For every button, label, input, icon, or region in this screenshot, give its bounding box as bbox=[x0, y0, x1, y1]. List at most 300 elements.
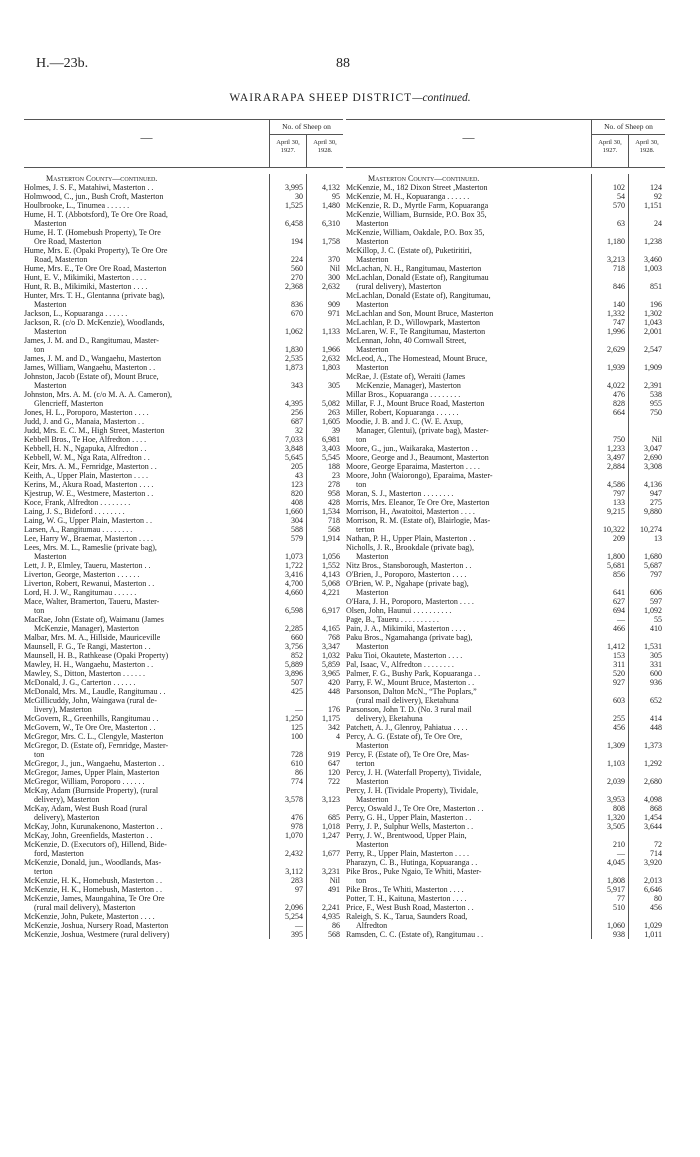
entry-name-line: McDonald, Mrs. M., Laudle, Rangitumau . . bbox=[24, 687, 166, 696]
sheep-1928-cell: 275 bbox=[650, 498, 662, 507]
sheep-1927-cell: 1,939 bbox=[607, 363, 625, 372]
sheep-1927-cell: 43 bbox=[295, 471, 303, 480]
sheep-1927-cell: 856 bbox=[613, 570, 625, 579]
sheep-1928-cell: 370 bbox=[328, 255, 340, 264]
entry-name-line: Koce, Frank, Alfredton . . . . . . . . bbox=[24, 498, 131, 507]
entry-name-line: McGregor, William, Poroporo . . . . . . bbox=[24, 777, 145, 786]
sheep-1927-cell: 97 bbox=[295, 885, 303, 894]
sheep-1927-cell: 670 bbox=[291, 309, 303, 318]
entry-name-line: Millar, F. J., Mount Bruce Road, Masterton bbox=[346, 399, 485, 408]
entry-name-line: Lees, Mrs. M. L., Rameslie (private bag), bbox=[24, 543, 157, 552]
entry-name-line: McLeod, A., The Homestead, Mount Bruce, bbox=[346, 354, 488, 363]
sheep-1928-cell: 868 bbox=[650, 804, 662, 813]
sheep-1928-cell: 305 bbox=[328, 381, 340, 390]
spacer bbox=[592, 543, 628, 552]
spacer bbox=[307, 372, 343, 381]
entry-name-line: ton bbox=[356, 876, 367, 885]
table-header bbox=[24, 120, 343, 168]
sheep-1927-cell: 560 bbox=[291, 264, 303, 273]
sheep-1927-cell: 476 bbox=[613, 390, 625, 399]
table-body bbox=[346, 168, 665, 939]
sheep-1928-cell: 278 bbox=[328, 480, 340, 489]
sheep-1927-cell: 6,458 bbox=[285, 219, 303, 228]
sheep-1927-cell: 4,586 bbox=[607, 480, 625, 489]
spacer bbox=[592, 867, 628, 876]
spacer bbox=[270, 174, 306, 183]
entry-name-line: Lett, J. P., Elmley, Taueru, Masterton . . bbox=[24, 561, 151, 570]
sheep-1928-cell: 909 bbox=[328, 300, 340, 309]
entry-name-line: Miller, Robert, Kopuaranga . . . . . . bbox=[346, 408, 459, 417]
entry-name-line: McLaren, W. F., Te Rangitumau, Masterton bbox=[346, 327, 486, 336]
sheep-1928-cell: 1,092 bbox=[644, 606, 662, 615]
entry-name-line: Masterton bbox=[34, 219, 67, 228]
sheep-1927-cell: 808 bbox=[613, 804, 625, 813]
sheep-1927-cell: 852 bbox=[291, 651, 303, 660]
sheep-1928-cell: 1,018 bbox=[322, 822, 340, 831]
spacer bbox=[307, 741, 343, 750]
sheep-1928-cell: 13 bbox=[654, 534, 662, 543]
entry-name-line: Masterton bbox=[34, 300, 67, 309]
sheep-1928-cell: 428 bbox=[328, 498, 340, 507]
entry-name-line: McGovern, W., Te Ore Ore, Masterton . . bbox=[24, 723, 156, 732]
sheep-1928-cell: 936 bbox=[650, 678, 662, 687]
spacer bbox=[629, 516, 665, 525]
sheep-1927-cell: 125 bbox=[291, 723, 303, 732]
sheep-1927-cell: 2,285 bbox=[285, 624, 303, 633]
spacer bbox=[629, 417, 665, 426]
entry-name-line: Hunter, Mrs. T. H., Glentanna (private bag), bbox=[24, 291, 165, 300]
entry-name-line: Masterton bbox=[356, 741, 389, 750]
spacer bbox=[592, 786, 628, 795]
entry-name-line: Maunsell, H. B., Rathkease (Opaki Property) bbox=[24, 651, 169, 660]
sheep-1927-cell: 270 bbox=[291, 273, 303, 282]
entry-name-line: Parsonson, Dalton McN., “The Poplars,” bbox=[346, 687, 477, 696]
sheep-1927-cell: 1,062 bbox=[285, 327, 303, 336]
sheep-1928-cell: 5,687 bbox=[644, 561, 662, 570]
entry-name-line: Pal, Isaac, V., Alfredton . . . . . . . . bbox=[346, 660, 454, 669]
spacer bbox=[307, 390, 343, 399]
entry-name-line: delivery), Masterton bbox=[34, 795, 100, 804]
entry-name-line: McLachan, N. H., Rangitumau, Masterton bbox=[346, 264, 482, 273]
entry-name-line: McGregor, Mrs. C. L., Clengyle, Masterton bbox=[24, 732, 164, 741]
sheep-1928-cell: 718 bbox=[328, 516, 340, 525]
entry-name-line: Nicholls, J. R., Brookdale (private bag), bbox=[346, 543, 474, 552]
sheep-1928-cell: 24 bbox=[654, 219, 662, 228]
sheep-1928-cell: 6,310 bbox=[322, 219, 340, 228]
sheep-1928-cell: 3,920 bbox=[644, 858, 662, 867]
entry-name-line: delivery), Eketahuna bbox=[356, 714, 423, 723]
sheep-1928-cell: 4,098 bbox=[644, 795, 662, 804]
entry-name-line: Mace, Walter, Bramerton, Taueru, Master- bbox=[24, 597, 160, 606]
sheep-1927-cell: — bbox=[617, 849, 625, 858]
entry-name-line: Houlbrooke, L., Tinumea . . . . . . bbox=[24, 201, 130, 210]
entry-name-line: terton bbox=[356, 525, 375, 534]
sheep-1927-cell: 133 bbox=[613, 498, 625, 507]
sheep-1928-cell: 1,056 bbox=[322, 552, 340, 561]
sheep-1928-cell: 1,247 bbox=[322, 831, 340, 840]
sheep-1927-cell: 938 bbox=[613, 930, 625, 939]
entry-name-line: ton bbox=[356, 435, 367, 444]
entry-name-line: McGillicuddy, John, Waingawa (rural de- bbox=[24, 696, 157, 705]
entry-name-line: Moore, G., jun., Waikaraka, Masterton . . bbox=[346, 444, 478, 453]
sheep-1927-cell: 664 bbox=[613, 408, 625, 417]
sheep-1928-cell: 2,241 bbox=[322, 903, 340, 912]
entry-name-line: Holmwood, C., jun., Bush Croft, Masterton bbox=[24, 192, 164, 201]
entry-name-line: Liverton, George, Masterton . . . . . . bbox=[24, 570, 140, 579]
sheep-1927-cell: 1,830 bbox=[285, 345, 303, 354]
sheep-1927-cell: 4,700 bbox=[285, 579, 303, 588]
entry-name-line: Perry, G. H., Upper Plain, Masterton . . bbox=[346, 813, 472, 822]
sheep-1928-cell: 685 bbox=[328, 813, 340, 822]
sheep-1927-cell: 2,039 bbox=[607, 777, 625, 786]
entry-name-line: Nathan, P. H., Upper Plain, Masterton . . bbox=[346, 534, 476, 543]
entry-name-line: Masterton bbox=[356, 255, 389, 264]
spacer bbox=[629, 705, 665, 714]
sheep-1928-cell: 1,552 bbox=[322, 561, 340, 570]
header-col-1928: April 30, 1928. bbox=[306, 135, 343, 167]
entry-name-line: Masterton bbox=[34, 381, 67, 390]
entry-name-line: Ramsden, C. C. (Estate of), Rangitumau . . bbox=[346, 930, 484, 939]
entry-name-line: livery), Masterton bbox=[34, 705, 92, 714]
sheep-1928-cell: 2,013 bbox=[644, 876, 662, 885]
sheep-1927-cell: 304 bbox=[291, 516, 303, 525]
spacer bbox=[629, 732, 665, 741]
entry-name-line: Masterton bbox=[356, 345, 389, 354]
table-header bbox=[346, 120, 665, 168]
sheep-1927-cell: 343 bbox=[291, 381, 303, 390]
sheep-1928-cell: 1,966 bbox=[322, 345, 340, 354]
sheep-1928-cell: 2,632 bbox=[322, 282, 340, 291]
entry-name-line: Morris, Mrs. Eleanor, Te Ore Ore, Masterton bbox=[346, 498, 490, 507]
sheep-1927-cell: 2,535 bbox=[285, 354, 303, 363]
sheep-1928-cell: 72 bbox=[654, 840, 662, 849]
sheep-1928-cell: 448 bbox=[328, 687, 340, 696]
entry-name-line: ton bbox=[356, 480, 367, 489]
spacer bbox=[592, 246, 628, 255]
sheep-1927-cell: 828 bbox=[613, 399, 625, 408]
sheep-1927-cell: 2,432 bbox=[285, 849, 303, 858]
sheep-1927-cell: 2,096 bbox=[285, 903, 303, 912]
sheep-1928-cell: 955 bbox=[650, 399, 662, 408]
spacer bbox=[629, 687, 665, 696]
sheep-1928-cell: 2,547 bbox=[644, 345, 662, 354]
sheep-1928-cell: 9,880 bbox=[644, 507, 662, 516]
entry-name-line: Ore Road, Masterton bbox=[34, 237, 102, 246]
sheep-1927-cell: 1,660 bbox=[285, 507, 303, 516]
sheep-1928-cell: 3,644 bbox=[644, 822, 662, 831]
sheep-1928-cell: 538 bbox=[650, 390, 662, 399]
sheep-1927-cell: 255 bbox=[613, 714, 625, 723]
entry-name-line: Holmes, J. S. F., Matahiwi, Masterton . . bbox=[24, 183, 154, 192]
sheep-1928-cell: 1,758 bbox=[322, 237, 340, 246]
entry-name-line: Manager, Glentui), (private bag), Master- bbox=[356, 426, 489, 435]
entry-name-line: Hume, Mrs. E., Te Ore Ore Road, Masterton bbox=[24, 264, 167, 273]
sheep-1927-cell: 1,800 bbox=[607, 552, 625, 561]
sheep-1927-cell: 1,060 bbox=[607, 921, 625, 930]
sheep-1928-cell: 300 bbox=[328, 273, 340, 282]
entry-name-line: Parsonson, John T. D. (No. 3 rural mail bbox=[346, 705, 472, 714]
entry-name-line: Keith, A., Upper Plain, Masterton . . . . bbox=[24, 471, 148, 480]
sheep-1927-cell: 210 bbox=[613, 840, 625, 849]
entry-name-line: James, J. M. and D., Rangitumau, Master- bbox=[24, 336, 159, 345]
sheep-1928-cell: 1,677 bbox=[322, 849, 340, 858]
sheep-1928-cell: 1,454 bbox=[644, 813, 662, 822]
sheep-1928-cell: 5,082 bbox=[322, 399, 340, 408]
sheep-1928-cell: 1,373 bbox=[644, 741, 662, 750]
sheep-1928-cell: 2,001 bbox=[644, 327, 662, 336]
entry-name-line: Hume, H. T. (Abbotsford), Te Ore Ore Road, bbox=[24, 210, 168, 219]
spacer bbox=[629, 372, 665, 381]
spacer bbox=[629, 291, 665, 300]
sheep-1928-cell: 196 bbox=[650, 300, 662, 309]
entry-name-line: terton bbox=[356, 759, 375, 768]
header-col-1927: April 30, 1927. bbox=[276, 139, 300, 154]
spacer bbox=[307, 615, 343, 624]
sheep-1927-cell: 63 bbox=[617, 219, 625, 228]
entry-name-line: O'Hara, J. H., Poroporo, Masterton . . . . bbox=[346, 597, 474, 606]
sheep-1928-cell: 4 bbox=[336, 732, 340, 741]
sheep-1928-cell: 39 bbox=[332, 426, 340, 435]
sheep-1927-cell: 3,953 bbox=[607, 795, 625, 804]
entry-name-line: McLachlan, Donald (Estate of), Rangitumau bbox=[346, 273, 489, 282]
spacer bbox=[592, 705, 628, 714]
spacer bbox=[270, 741, 306, 750]
entry-name-line: Percy, J. H. (Waterfall Property), Tividale, bbox=[346, 768, 482, 777]
sheep-1928-cell: 4,935 bbox=[322, 912, 340, 921]
sheep-1928-cell: 491 bbox=[328, 885, 340, 894]
sheep-1927-cell: 30 bbox=[295, 192, 303, 201]
sheep-1927-cell: 1,070 bbox=[285, 831, 303, 840]
entry-name-line: Perry, J. W., Brentwood, Upper Plain, bbox=[346, 831, 467, 840]
entry-name-line: Laing, J. S., Bideford . . . . . . . . bbox=[24, 507, 125, 516]
sheep-1927-cell: 102 bbox=[613, 183, 625, 192]
spacer bbox=[592, 336, 628, 345]
table-body bbox=[24, 168, 343, 939]
sheep-1928-cell: 1,292 bbox=[644, 759, 662, 768]
entry-name-line: O'Brien, W. P., Ngahape (private bag), bbox=[346, 579, 469, 588]
header-group-label: No. of Sheep on bbox=[592, 120, 665, 135]
entry-name-line: Larsen, A., Rangitumau . . . . . . . . bbox=[24, 525, 133, 534]
entry-name-line: McKenzie, M., 182 Dixon Street ,Masterton bbox=[346, 183, 488, 192]
entry-name-line: McKay, Adam, West Bush Road (rural bbox=[24, 804, 148, 813]
header-col-1927: April 30, 1927. bbox=[598, 139, 622, 154]
entry-name-line: Perry, R., Upper Plain, Masterton . . . . bbox=[346, 849, 470, 858]
entry-name-line: Laing, W. G., Upper Plain, Masterton . . bbox=[24, 516, 152, 525]
spacer bbox=[270, 390, 306, 399]
spacer bbox=[592, 750, 628, 759]
spacer bbox=[270, 291, 306, 300]
entry-name-line: McKay, John, Greenfields, Masterton . . bbox=[24, 831, 153, 840]
entry-name-line: McKenzie, William, Oakdale, P.O. Box 35, bbox=[346, 228, 485, 237]
spacer bbox=[592, 372, 628, 381]
entry-name-line: McKenzie, R. D., Myrtle Farm, Kopuaranga bbox=[346, 201, 489, 210]
entry-name-line: ton bbox=[34, 345, 45, 354]
entry-name-line: McKenzie, John, Pukete, Masterton . . . . bbox=[24, 912, 155, 921]
spacer bbox=[592, 174, 628, 183]
sheep-1928-cell: 600 bbox=[650, 669, 662, 678]
spacer bbox=[307, 318, 343, 327]
sheep-1928-cell: 4,132 bbox=[322, 183, 340, 192]
spacer bbox=[629, 471, 665, 480]
sheep-1927-cell: 2,884 bbox=[607, 462, 625, 471]
entry-name-line: Lee, Harry W., Braemar, Masterton . . . . bbox=[24, 534, 153, 543]
sheep-1927-cell: 5,681 bbox=[607, 561, 625, 570]
sheep-1927-cell: 1,180 bbox=[607, 237, 625, 246]
sheep-1927-cell: 5,889 bbox=[285, 660, 303, 669]
sheep-1928-cell: 971 bbox=[328, 309, 340, 318]
page-title bbox=[0, 92, 700, 104]
sheep-1928-cell: 95 bbox=[332, 192, 340, 201]
sheep-1927-cell: 846 bbox=[613, 282, 625, 291]
sheep-1927-cell: 9,215 bbox=[607, 507, 625, 516]
entry-name-line: Keir, Mrs. A. M., Fernridge, Masterton . . bbox=[24, 462, 157, 471]
sheep-1928-cell: 722 bbox=[328, 777, 340, 786]
sheep-1927-cell: 3,213 bbox=[607, 255, 625, 264]
entry-name-line: Jones, H. L., Poroporo, Masterton . . . . bbox=[24, 408, 149, 417]
sheep-1927-cell: 408 bbox=[291, 498, 303, 507]
entry-name-line: Percy, J. H. (Tividale Property), Tividale, bbox=[346, 786, 479, 795]
entry-name-line: Potter, T. H., Kaituna, Masterton . . . . bbox=[346, 894, 467, 903]
sheep-1927-cell: 283 bbox=[291, 876, 303, 885]
sheep-1927-cell: 123 bbox=[291, 480, 303, 489]
entry-name-line: Masterton bbox=[356, 300, 389, 309]
sheep-1927-cell: 395 bbox=[291, 930, 303, 939]
entry-name-line: Johnston, Mrs. A. M. (c/o M. A. A. Cameron), bbox=[24, 390, 172, 399]
entry-name-line: McKenzie, Donald, jun., Woodlands, Mas- bbox=[24, 858, 162, 867]
entry-name-line: Liverton, Robert, Rewanui, Masterton . . bbox=[24, 579, 155, 588]
entry-name-line: Masterton bbox=[356, 588, 389, 597]
sheep-1928-cell: 919 bbox=[328, 750, 340, 759]
left-table bbox=[24, 119, 343, 939]
sheep-1927-cell: 100 bbox=[291, 732, 303, 741]
entry-name-line: Percy, A. G. (Estate of), Te Ore Ore, bbox=[346, 732, 463, 741]
spacer bbox=[592, 633, 628, 642]
entry-name-line: McKenzie, D. (Executors of), Hillend, Bide- bbox=[24, 840, 167, 849]
sheep-1928-cell: 606 bbox=[650, 588, 662, 597]
sheep-1927-cell: 927 bbox=[613, 678, 625, 687]
sheep-1928-cell: 3,308 bbox=[644, 462, 662, 471]
sheep-1927-cell: 456 bbox=[613, 723, 625, 732]
entry-name-line: Patchett, A. J., Glenroy, Pahiatua . . . . bbox=[346, 723, 468, 732]
sheep-1928-cell: 305 bbox=[650, 651, 662, 660]
sheep-1928-cell: 6,917 bbox=[322, 606, 340, 615]
sheep-1928-cell: Nil bbox=[329, 264, 340, 273]
sheep-1928-cell: 55 bbox=[654, 615, 662, 624]
spacer bbox=[270, 786, 306, 795]
section-heading: Masterton County—continued. bbox=[46, 174, 158, 183]
sheep-1927-cell: 1,996 bbox=[607, 327, 625, 336]
sheep-1927-cell: 1,873 bbox=[285, 363, 303, 372]
entry-name-line: (rural delivery), Masterton bbox=[356, 282, 442, 291]
sheep-1927-cell: 1,250 bbox=[285, 714, 303, 723]
sheep-1927-cell: 3,497 bbox=[607, 453, 625, 462]
sheep-1927-cell: — bbox=[295, 921, 303, 930]
sheep-1928-cell: 597 bbox=[650, 597, 662, 606]
title-suffix: —continued. bbox=[412, 92, 471, 104]
spacer bbox=[629, 786, 665, 795]
sheep-1928-cell: 1,238 bbox=[644, 237, 662, 246]
header-col-1928: April 30, 1928. bbox=[628, 135, 665, 167]
sheep-1927-cell: 1,525 bbox=[285, 201, 303, 210]
sheep-1928-cell: 750 bbox=[650, 408, 662, 417]
sheep-1928-cell: 797 bbox=[650, 570, 662, 579]
entry-name-line: Kebbell, W. M., Nga Rata, Alfredton . . bbox=[24, 453, 150, 462]
sheep-1928-cell: 420 bbox=[328, 678, 340, 687]
header-sheep-group bbox=[269, 120, 343, 167]
sheep-1928-cell: 3,403 bbox=[322, 444, 340, 453]
sheep-1928-cell: 2,690 bbox=[644, 453, 662, 462]
entry-name-line: Masterton bbox=[34, 552, 67, 561]
spacer bbox=[307, 210, 343, 219]
entry-name-line: delivery), Masterton bbox=[34, 813, 100, 822]
sheep-1928-cell: 5,068 bbox=[322, 579, 340, 588]
sheep-1927-cell: — bbox=[617, 615, 625, 624]
entry-name-line: Paku Bros., Ngamahanga (private bag), bbox=[346, 633, 473, 642]
sheep-1927-cell: 4,045 bbox=[607, 858, 625, 867]
sheep-1927-cell: 750 bbox=[613, 435, 625, 444]
sheep-1927-cell: 579 bbox=[291, 534, 303, 543]
spacer bbox=[592, 831, 628, 840]
entry-name-line: Kebbell, H. N., Ngapuka, Alfredton . . bbox=[24, 444, 147, 453]
sheep-1927-cell: 476 bbox=[291, 813, 303, 822]
entry-name-line: Masterton bbox=[356, 777, 389, 786]
sheep-1928-cell: 652 bbox=[650, 696, 662, 705]
col-1928-values bbox=[628, 174, 665, 939]
entry-name-line: Nitz Bros., Stansborough, Masterton . . bbox=[346, 561, 472, 570]
sheep-1928-cell: 1,011 bbox=[644, 930, 662, 939]
entry-name-line: McKenzie, Joshua, Westmere (rural delivery) bbox=[24, 930, 170, 939]
spacer bbox=[629, 633, 665, 642]
entry-name-line: ford, Masterton bbox=[34, 849, 84, 858]
names-column bbox=[346, 174, 591, 939]
entry-name-line: (rural mail delivery), Masterton bbox=[34, 903, 136, 912]
sheep-1928-cell: 4,165 bbox=[322, 624, 340, 633]
sheep-1928-cell: 342 bbox=[328, 723, 340, 732]
sheep-1927-cell: 797 bbox=[613, 489, 625, 498]
sheep-1927-cell: 3,416 bbox=[285, 570, 303, 579]
sheep-1928-cell: 3,047 bbox=[644, 444, 662, 453]
sheep-1927-cell: 718 bbox=[613, 264, 625, 273]
spacer bbox=[629, 831, 665, 840]
entry-name-line: McKenzie, Joshua, Nursery Road, Masterton bbox=[24, 921, 169, 930]
sheep-1927-cell: 641 bbox=[613, 588, 625, 597]
entry-name-line: McDonald, J. G., Carterton . . . . . . bbox=[24, 678, 136, 687]
sheep-1927-cell: 5,917 bbox=[607, 885, 625, 894]
sheep-1928-cell: 176 bbox=[328, 705, 340, 714]
entry-name-line: McKenzie, William, Burnside, P.O. Box 35, bbox=[346, 210, 487, 219]
page-header bbox=[0, 56, 700, 78]
sheep-1928-cell: 647 bbox=[328, 759, 340, 768]
header-dash: — bbox=[462, 130, 475, 144]
entry-name-line: McKenzie, Manager), Masterton bbox=[356, 381, 461, 390]
spacer bbox=[270, 372, 306, 381]
sheep-1928-cell: 5,545 bbox=[322, 453, 340, 462]
entry-name-line: Pain, J. A., Mikimiki, Masterton . . . . bbox=[346, 624, 466, 633]
spacer bbox=[629, 543, 665, 552]
section-heading: Masterton County—continued. bbox=[368, 174, 480, 183]
spacer bbox=[270, 318, 306, 327]
spacer bbox=[270, 858, 306, 867]
header-dash: — bbox=[140, 130, 153, 144]
sheep-1927-cell: 2,629 bbox=[607, 345, 625, 354]
spacer bbox=[592, 291, 628, 300]
sheep-1928-cell: 1,680 bbox=[644, 552, 662, 561]
spacer bbox=[307, 696, 343, 705]
spacer bbox=[307, 894, 343, 903]
entry-name-line: Hume, H. T. (Homebush Property), Te Ore bbox=[24, 228, 161, 237]
entry-name-line: Masterton bbox=[356, 219, 389, 228]
spacer bbox=[270, 894, 306, 903]
